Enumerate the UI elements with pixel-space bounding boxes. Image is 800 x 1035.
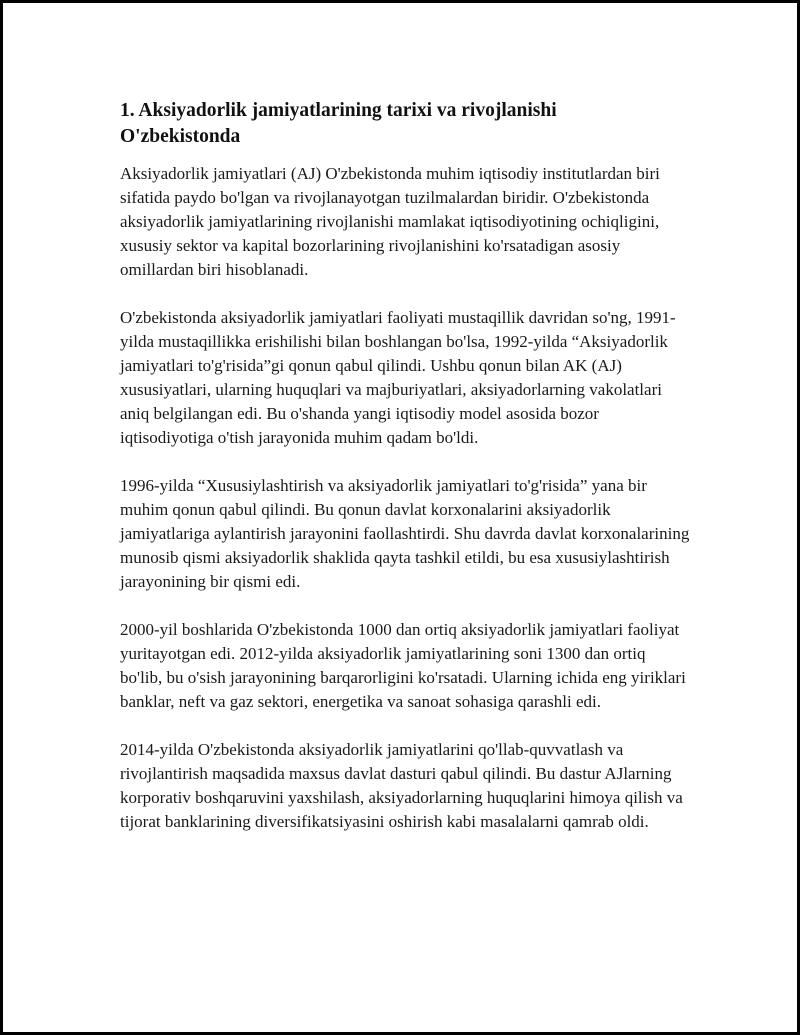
section-heading-line-1: 1. Aksiyadorlik jamiyatlarining tarixi va rivojlanishi bbox=[120, 100, 557, 121]
paragraph-3: 1996-yilda “Xususiylashtirish va aksiyadorlik jamiyatlari to'g'risida” yana bir muhim qonun qabul qilindi. Bu qonun davlat korxonalarini aksiyadorlik jamiyatlariga aylantirish jarayonini faollashtirdi. Shu davrda davlat korxonalarining munosib qismi aksiyadorlik shaklida qayta tashkil etildi, bu esa xususiylashtirish jarayonining bir qismi edi. bbox=[120, 476, 690, 591]
document-body bbox=[120, 98, 690, 858]
section-heading-line-2: O'zbekistonda bbox=[120, 126, 241, 147]
section-heading bbox=[120, 98, 690, 150]
paragraph-4: 2000-yil boshlarida O'zbekistonda 1000 dan ortiq aksiyadorlik jamiyatlari faoliyat yuritayotgan edi. 2012-yilda aksiyadorlik jamiyatlarining soni 1300 dan ortiq bo'lib, bu o'sish jarayonining barqarorligini ko'rsatadi. Ularning ichida eng yiriklari banklar, neft va gaz sektori, energetika va sanoat sohasiga qarashli edi. bbox=[120, 620, 686, 711]
paragraph-2: O'zbekistonda aksiyadorlik jamiyatlari faoliyati mustaqillik davridan so'ng, 1991-yilda mustaqillikka erishilishi bilan boshlangan bo'lsa, 1992-yilda “Aksiyadorlik jamiyatlari to'g'risida”gi qonun qabul qilindi. Ushbu qonun bilan AK (AJ) xususiyatlari, ularning huquqlari va majburiyatlari, aksiyadorlarning vakolatlari aniq belgilangan edi. Bu o'shanda yangi iqtisodiy model asosida bozor iqtisodiyotiga o'tish jarayonida muhim qadam bo'ldi. bbox=[120, 308, 676, 447]
paragraph-1: Aksiyadorlik jamiyatlari (AJ) O'zbekistonda muhim iqtisodiy institutlardan biri sifatida paydo bo'lgan va rivojlanayotgan tuzilmalardan biridir. O'zbekistonda aksiyadorlik jamiyatlarining rivojlanishi mamlakat iqtisodiyotining ochiqligini, xususiy sektor va kapital bozorlarining rivojlanishini ko'rsatadigan asosiy omillardan biri hisoblanadi. bbox=[120, 164, 660, 279]
paragraph-5: 2014-yilda O'zbekistonda aksiyadorlik jamiyatlarini qo'llab-quvvatlash va rivojlantirish maqsadida maxsus davlat dasturi qabul qilindi. Bu dastur AJlarning korporativ boshqaruvini yaxshilash, aksiyadorlarning huquqlarini himoya qilish va tijorat banklarining diversifikatsiyasini oshirish kabi masalalarni qamrab oldi. bbox=[120, 740, 683, 831]
